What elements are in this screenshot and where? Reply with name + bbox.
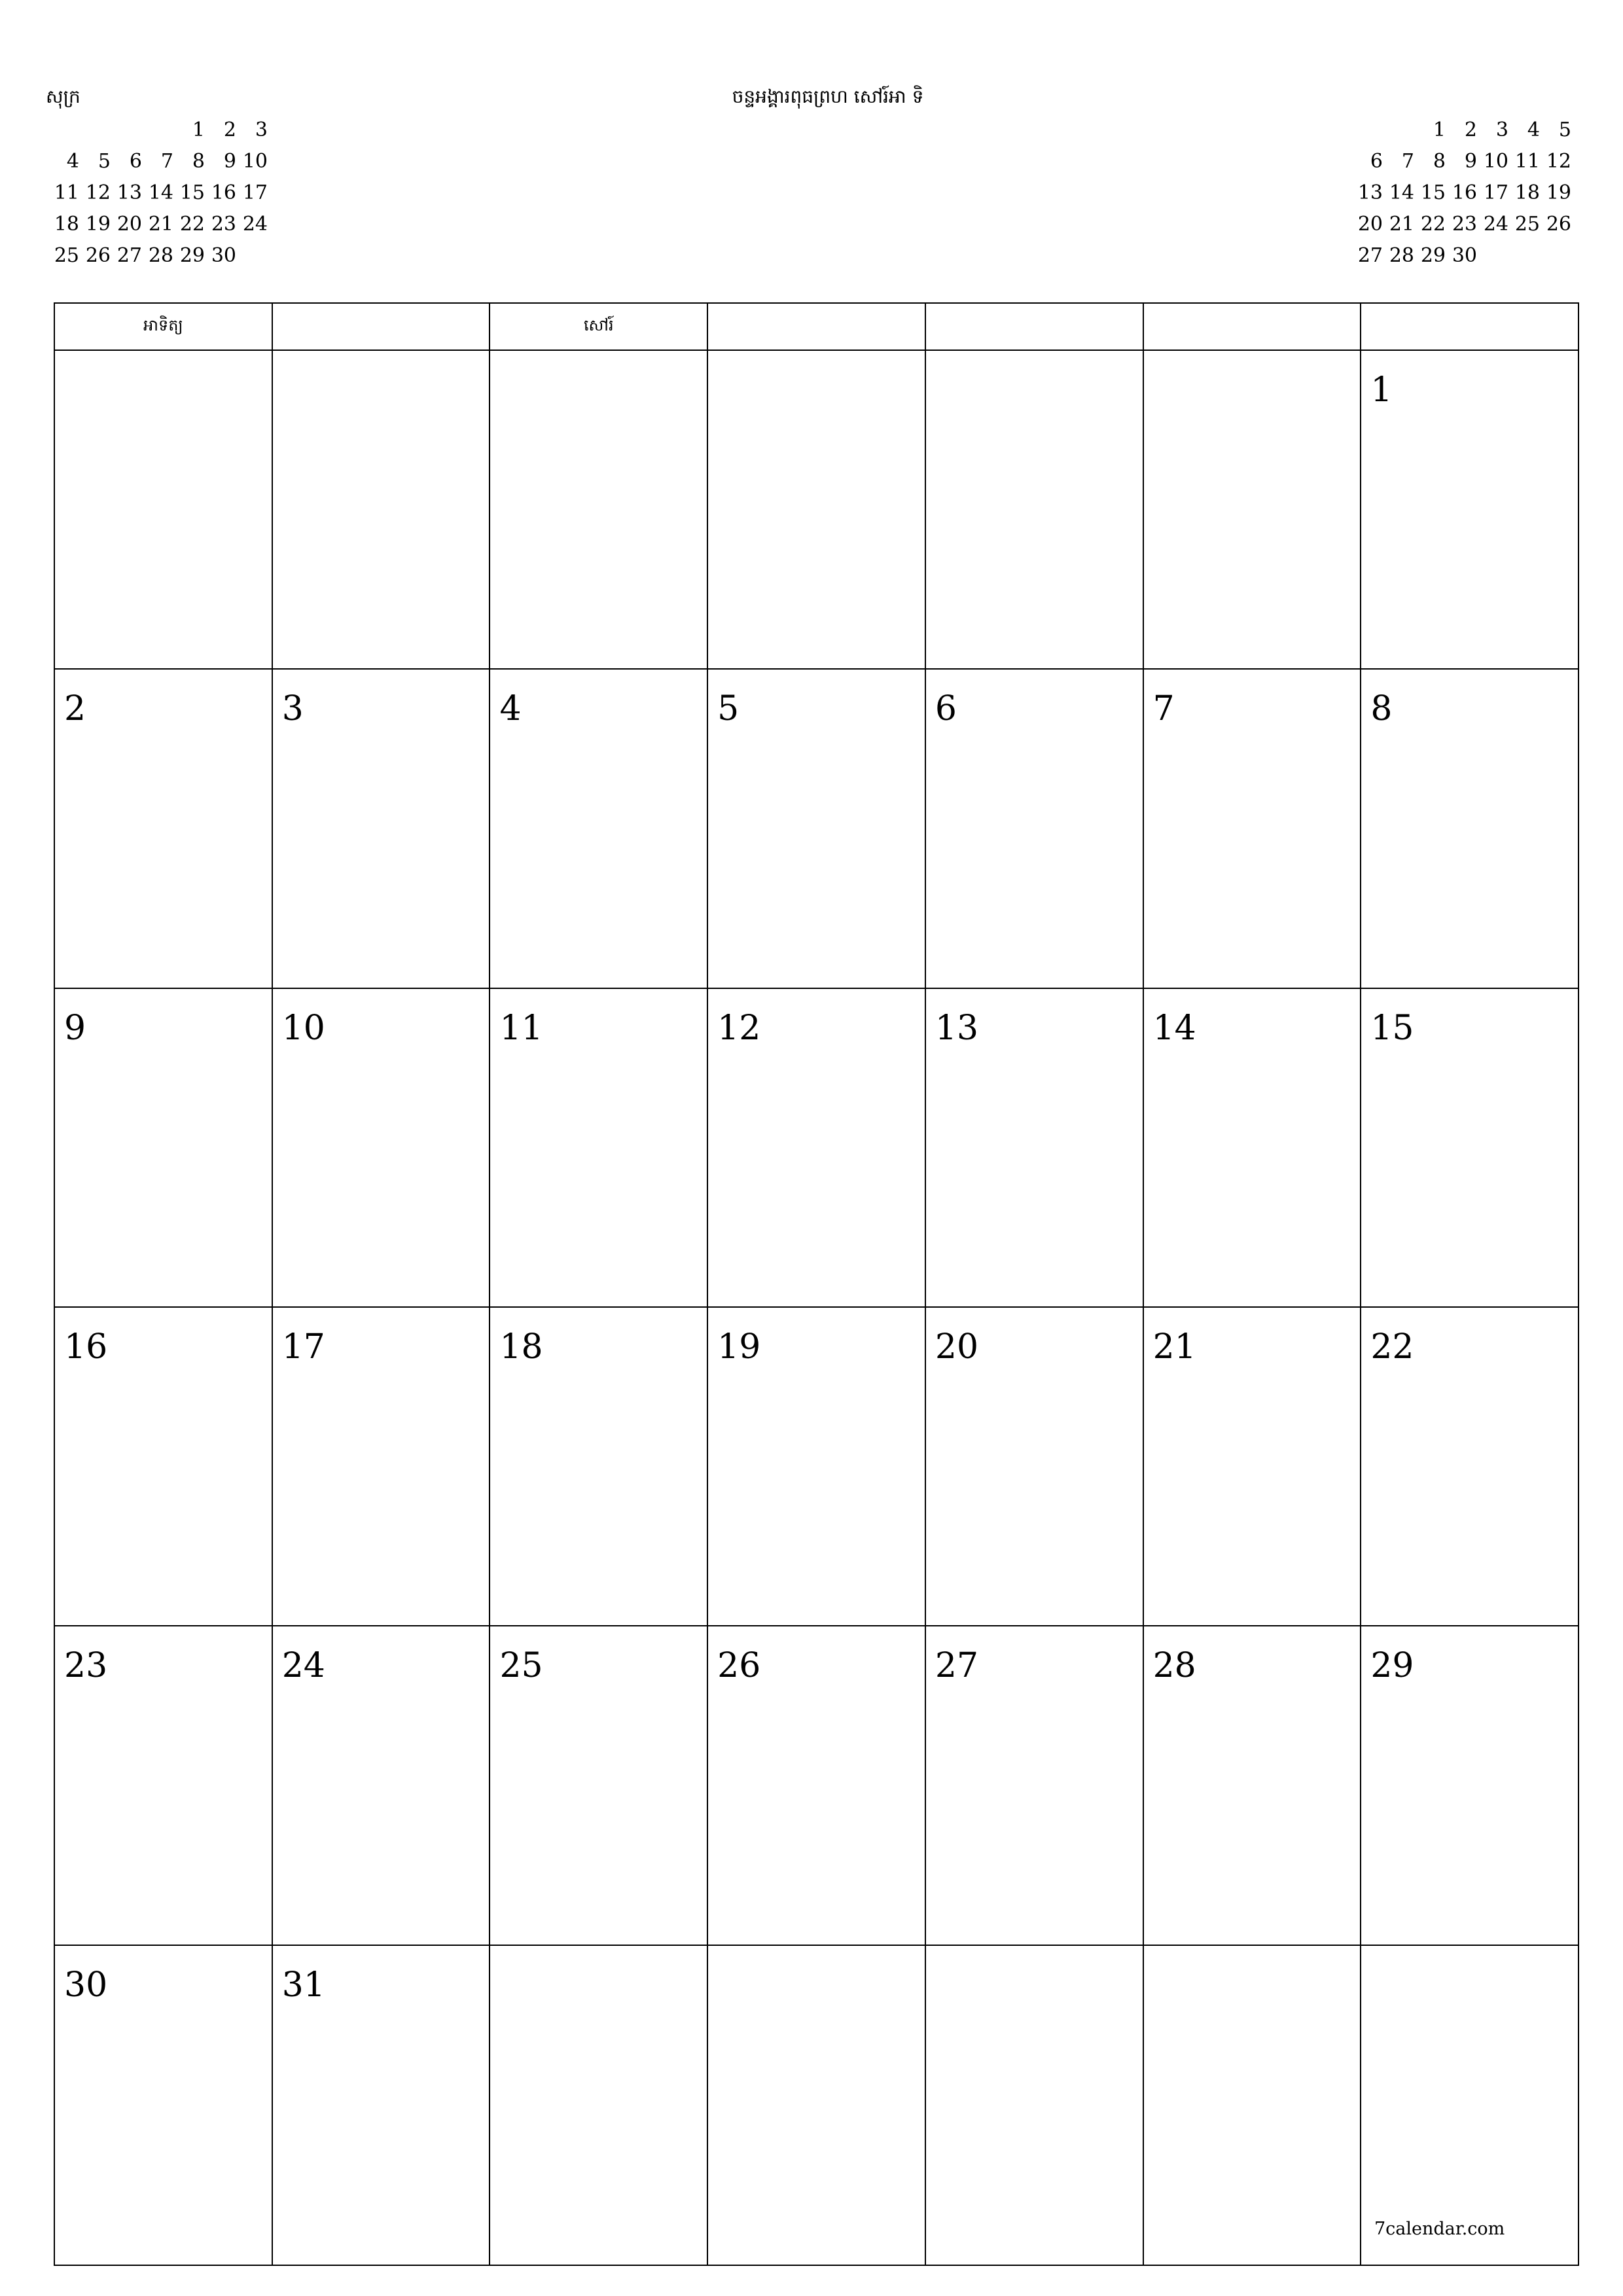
mini-calendar-day: 20	[1357, 213, 1383, 236]
mini-calendar-day: 8	[1433, 150, 1446, 173]
mini-calendar-week	[1355, 177, 1575, 209]
mini-calendar-week	[1355, 240, 1575, 272]
day-cell	[490, 1626, 708, 1944]
mini-calendar-day: 10	[1483, 150, 1508, 173]
calendar-title: ចន្ទអង្គារពុធព្រហ សៅរ៍អា ទិ	[732, 86, 924, 107]
mini-calendar-day: 10	[242, 150, 268, 173]
day-cell	[708, 1946, 926, 2265]
day-cell	[1361, 351, 1578, 668]
day-cell	[1361, 1626, 1578, 1944]
mini-calendar-day: 26	[1546, 213, 1571, 236]
weekday-header	[1144, 304, 1362, 350]
mini-calendar-day: 9	[223, 150, 236, 173]
mini-calendar-day: 25	[54, 244, 79, 267]
day-cell	[1361, 989, 1578, 1306]
mini-calendar-week	[51, 115, 271, 146]
day-cell	[926, 1308, 1144, 1625]
day-number: 4	[499, 689, 522, 729]
day-number: 27	[935, 1646, 979, 1686]
mini-calendar-day: 21	[148, 213, 173, 236]
mini-calendar-day: 28	[148, 244, 173, 267]
week-row	[55, 670, 1578, 988]
mini-calendar-day: 15	[1420, 181, 1446, 204]
month-grid	[54, 302, 1579, 2266]
mini-calendar-day	[114, 115, 145, 146]
day-cell	[926, 351, 1144, 668]
day-cell	[490, 1308, 708, 1625]
mini-calendar-day: 27	[116, 244, 142, 267]
mini-calendar-day: 14	[1389, 181, 1414, 204]
day-number: 19	[717, 1327, 761, 1367]
mini-calendar-day: 4	[1527, 118, 1540, 141]
day-cell	[1361, 1946, 1578, 2265]
mini-calendar-day: 21	[1389, 213, 1414, 236]
mini-calendar-week	[51, 209, 271, 240]
day-cell	[55, 1626, 273, 1944]
day-cell	[708, 351, 926, 668]
day-cell	[1361, 1308, 1578, 1625]
day-cell	[490, 989, 708, 1306]
weekday-header-row	[55, 304, 1578, 351]
day-number: 6	[935, 689, 957, 729]
day-number: 17	[281, 1327, 325, 1367]
day-number: 13	[935, 1008, 979, 1048]
mini-calendar-day: 19	[85, 213, 111, 236]
mini-calendar-day	[51, 115, 82, 146]
day-cell	[55, 670, 273, 987]
mini-calendar-day: 18	[1514, 181, 1540, 204]
mini-calendar-day: 17	[1483, 181, 1508, 204]
day-number: 20	[935, 1327, 979, 1367]
day-cell	[273, 1946, 491, 2265]
week-row	[55, 1946, 1578, 2265]
day-number: 1	[1370, 370, 1393, 410]
mini-calendar-day: 30	[1452, 244, 1477, 267]
mini-calendar-day: 15	[179, 181, 205, 204]
mini-calendar-day: 25	[1514, 213, 1540, 236]
mini-calendar-day: 2	[1464, 118, 1477, 141]
day-cell	[708, 670, 926, 987]
mini-calendar-day: 8	[192, 150, 205, 173]
day-cell	[926, 1946, 1144, 2265]
day-cell	[1361, 670, 1578, 987]
day-cell	[708, 1626, 926, 1944]
weekday-header	[273, 304, 491, 350]
mini-calendar-day: 23	[1452, 213, 1477, 236]
mini-calendar-day	[1386, 115, 1418, 146]
day-cell	[490, 351, 708, 668]
mini-calendar-day: 19	[1546, 181, 1571, 204]
mini-calendar-day: 9	[1464, 150, 1477, 173]
mini-calendar-day: 16	[1452, 181, 1477, 204]
day-number: 3	[281, 689, 304, 729]
mini-calendar-day: 11	[1514, 150, 1540, 173]
weekday-header	[926, 304, 1144, 350]
weekday-header: អាទិត្យ	[55, 304, 273, 350]
day-number: 21	[1152, 1327, 1196, 1367]
weekday-header	[708, 304, 926, 350]
mini-calendar-day	[1543, 240, 1575, 272]
day-number: 14	[1152, 1008, 1196, 1048]
day-number: 15	[1370, 1008, 1414, 1048]
day-number: 18	[499, 1327, 543, 1367]
mini-calendar-day	[1355, 115, 1386, 146]
weekday-header: សៅរ៍	[490, 304, 708, 350]
mini-calendar-day: 22	[179, 213, 205, 236]
day-cell	[1144, 1308, 1362, 1625]
mini-calendar-day: 1	[1433, 118, 1446, 141]
day-cell	[1144, 1946, 1362, 2265]
mini-calendar-day: 13	[1357, 181, 1383, 204]
day-number: 22	[1370, 1327, 1414, 1367]
mini-calendar-day: 5	[1558, 118, 1571, 141]
day-number: 25	[499, 1646, 543, 1686]
day-cell	[1144, 351, 1362, 668]
day-number: 11	[499, 1008, 543, 1048]
mini-calendar-week	[1355, 146, 1575, 177]
mini-calendar-week	[51, 177, 271, 209]
day-cell	[708, 1308, 926, 1625]
day-number: 5	[717, 689, 740, 729]
day-cell	[273, 351, 491, 668]
day-number: 10	[281, 1008, 325, 1048]
day-cell	[926, 1626, 1144, 1944]
day-cell	[55, 1946, 273, 2265]
mini-calendar-day: 12	[1546, 150, 1571, 173]
day-cell	[490, 670, 708, 987]
mini-calendar-day: 12	[85, 181, 111, 204]
mini-calendar-day: 4	[66, 150, 79, 173]
mini-calendar-day: 30	[211, 244, 236, 267]
mini-calendar-day	[1480, 240, 1512, 272]
mini-calendar-next	[1355, 115, 1575, 272]
site-watermark: 7calendar.com	[1374, 2219, 1505, 2239]
mini-calendar-day	[1512, 240, 1543, 272]
mini-calendar-day: 20	[116, 213, 142, 236]
day-number: 2	[64, 689, 86, 729]
mini-calendar-day: 29	[1420, 244, 1446, 267]
prev-month-label: សុក្រ	[46, 86, 80, 107]
mini-calendar-day: 17	[242, 181, 268, 204]
day-number: 30	[64, 1965, 108, 2005]
mini-calendar-day: 24	[242, 213, 268, 236]
mini-calendar-day	[145, 115, 177, 146]
day-cell	[273, 670, 491, 987]
day-number: 9	[64, 1008, 86, 1048]
day-cell	[273, 1308, 491, 1625]
mini-calendar-day: 7	[1401, 150, 1414, 173]
day-number: 26	[717, 1646, 761, 1686]
mini-calendar-week	[1355, 209, 1575, 240]
day-cell	[55, 989, 273, 1306]
day-cell	[1144, 1626, 1362, 1944]
mini-calendar-day: 6	[129, 150, 142, 173]
mini-calendar-day: 7	[160, 150, 173, 173]
mini-calendar-day: 2	[223, 118, 236, 141]
day-number: 28	[1152, 1646, 1196, 1686]
day-number: 29	[1370, 1646, 1414, 1686]
day-cell	[1144, 670, 1362, 987]
mini-calendar-day: 5	[98, 150, 111, 173]
mini-calendar-week	[51, 240, 271, 272]
day-cell	[273, 989, 491, 1306]
week-row	[55, 989, 1578, 1308]
mini-calendar-day: 6	[1370, 150, 1383, 173]
mini-calendar-day: 26	[85, 244, 111, 267]
mini-calendar-day: 11	[54, 181, 79, 204]
mini-calendar-day: 28	[1389, 244, 1414, 267]
day-number: 7	[1152, 689, 1175, 729]
mini-calendar-week	[51, 146, 271, 177]
weeks-container	[55, 351, 1578, 2265]
mini-calendar-day: 3	[255, 118, 268, 141]
week-row	[55, 1626, 1578, 1945]
mini-calendar-day	[82, 115, 114, 146]
weekday-header	[1361, 304, 1578, 350]
mini-calendar-day: 29	[179, 244, 205, 267]
day-cell	[490, 1946, 708, 2265]
mini-calendar-day: 23	[211, 213, 236, 236]
mini-calendar-day: 16	[211, 181, 236, 204]
mini-calendar-day: 24	[1483, 213, 1508, 236]
day-number: 8	[1370, 689, 1393, 729]
day-cell	[926, 989, 1144, 1306]
mini-calendar-day: 18	[54, 213, 79, 236]
mini-calendar-day	[240, 240, 271, 272]
mini-calendar-day: 3	[1495, 118, 1508, 141]
mini-calendar-day: 14	[148, 181, 173, 204]
week-row	[55, 351, 1578, 670]
day-cell	[55, 1308, 273, 1625]
day-cell	[926, 670, 1144, 987]
day-number: 12	[717, 1008, 761, 1048]
week-row	[55, 1308, 1578, 1626]
mini-calendar-day: 1	[192, 118, 205, 141]
day-cell	[55, 351, 273, 668]
day-cell	[273, 1626, 491, 1944]
day-number: 16	[64, 1327, 108, 1367]
day-cell	[708, 989, 926, 1306]
mini-calendar-day: 27	[1357, 244, 1383, 267]
day-number: 31	[281, 1965, 325, 2005]
mini-calendar-day: 13	[116, 181, 142, 204]
mini-calendar-previous	[51, 115, 271, 272]
mini-calendar-day: 22	[1420, 213, 1446, 236]
mini-calendar-week	[1355, 115, 1575, 146]
day-cell	[1144, 989, 1362, 1306]
day-number: 24	[281, 1646, 325, 1686]
day-number: 23	[64, 1646, 108, 1686]
